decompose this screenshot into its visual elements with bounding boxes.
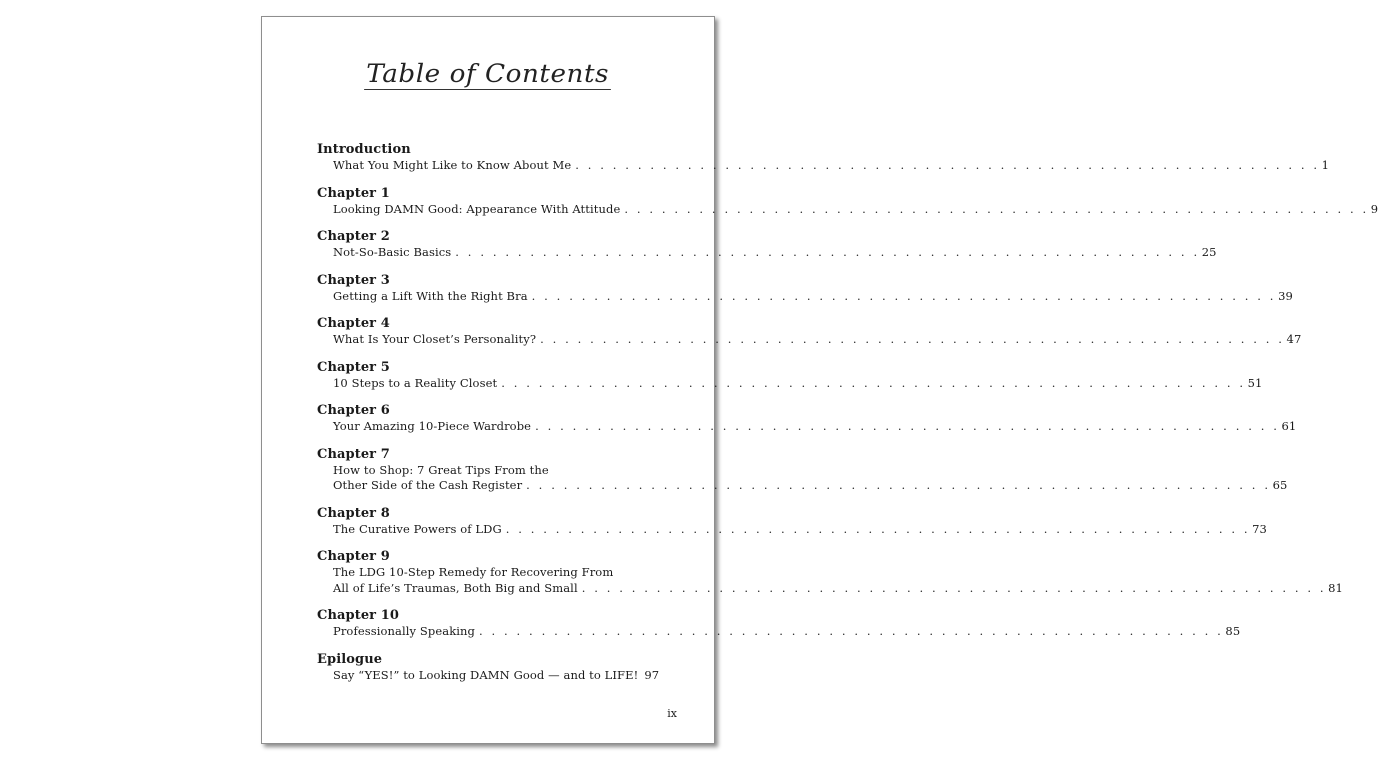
toc-chapter-heading: Chapter 4 <box>317 316 390 331</box>
toc-page-number: 73 <box>1252 521 1267 536</box>
toc-page-number: 61 <box>1281 419 1297 433</box>
toc-entry-line <box>317 580 1343 597</box>
dot-leader: . . . . . . . . . . . . . . . . . . . . . . . . . . . . . . . . . . . . . . . . . . . . . . . . . . . . . . . . . . . . <box>531 288 1277 303</box>
toc-entry-title: Professionally Speaking <box>333 624 476 638</box>
toc-page-number: 47 <box>1286 332 1302 346</box>
toc-chapter-heading: Chapter 2 <box>317 229 390 244</box>
toc-entry-title: What Is Your Closet’s Personality? <box>333 332 537 346</box>
toc-entry-title: The LDG 10-Step Remedy for Recovering From <box>333 565 614 579</box>
dot-leader: . . . . . . . . . . . . . . . . . . . . . . . . . . . . . . . . . . . . . . . . . . . . . . . . . . . . . . . . . . . . <box>575 158 1320 172</box>
toc-chapter-heading: Chapter 8 <box>317 505 390 521</box>
page-number: ix <box>667 707 677 720</box>
dot-leader: . . . . . . . . . . . . . . . . . . . . . . . . . . . . . . . . . . . . . . . . . . . . . . . . . . . . . . . . . . . . <box>624 201 1369 216</box>
page-title: Table of Contents <box>364 59 611 90</box>
toc-entry <box>317 272 1293 305</box>
toc-entry <box>317 505 1267 538</box>
toc-entry <box>317 651 660 684</box>
toc-chapter-heading: Epilogue <box>317 651 383 667</box>
toc-entry-title: How to Shop: 7 Great Tips From the <box>333 462 549 477</box>
toc-chapter-heading: Introduction <box>317 142 411 157</box>
toc-entry-line <box>317 565 652 581</box>
toc-entry <box>317 141 1330 174</box>
toc-entry-line <box>317 521 1267 538</box>
dot-leader: . . . . . . . . . . . . . . . . . . . . . . . . . . . . . . . . . . . . . . . . . . . . . . . . . . . . . . . . . . . . <box>501 375 1246 390</box>
toc-entry-title: Other Side of the Cash Register <box>333 478 523 492</box>
toc-chapter-heading: Chapter 5 <box>317 359 390 375</box>
toc-entry-title: Say “YES!” to Looking DAMN Good — and to LIFE! <box>333 667 639 682</box>
dot-leader: . . . . . . . . . . . . . . . . . . . . . . . . . . . . . . . . . . . . . . . . . . . . . . . . . . . . . . . . . . . . <box>505 521 1251 536</box>
toc-entry-line <box>317 375 1263 392</box>
toc-entry-title: The Curative Powers of LDG <box>333 521 502 536</box>
dot-leader: . . . . . . . . . . . . . . . . . . . . . . . . . . . . . . . . . . . . . . . . . . . . . . . . . . . . . . . . . . . . <box>526 478 1271 492</box>
toc-entry <box>317 548 1343 596</box>
toc-chapter-heading: Chapter 3 <box>317 272 390 288</box>
toc-page-number: 81 <box>1328 580 1343 595</box>
toc-entry-title: Looking DAMN Good: Appearance With Attitude <box>333 201 621 216</box>
toc-entry-title: Not-So-Basic Basics <box>333 245 452 259</box>
toc-entry-title: Getting a Lift With the Right Bra <box>333 288 528 303</box>
toc-entry <box>317 315 1302 348</box>
toc-entry <box>317 359 1263 392</box>
toc-page-number: 51 <box>1247 375 1263 390</box>
toc-page-number: 65 <box>1272 478 1288 492</box>
toc-entry-line <box>317 158 1330 174</box>
toc-entry-title: What You Might Like to Know About Me <box>333 158 572 172</box>
toc-chapter-heading: Chapter 1 <box>317 185 390 201</box>
toc-entry-line <box>317 463 652 479</box>
toc-chapter-heading: Chapter 6 <box>317 403 390 418</box>
toc-entry <box>317 607 1241 640</box>
toc-entry-line <box>317 332 1302 348</box>
toc-entry-line <box>317 288 1293 305</box>
toc-page-number: 39 <box>1278 288 1293 303</box>
toc-entry-line <box>317 201 1378 218</box>
toc-entry-line <box>317 419 1297 435</box>
toc-chapter-heading: Chapter 9 <box>317 549 390 564</box>
toc-page-number: 97 <box>644 667 660 682</box>
toc-entry <box>317 185 1378 218</box>
toc-entry-line <box>317 245 1217 261</box>
toc-entry-title: Your Amazing 10-Piece Wardrobe <box>333 419 532 433</box>
toc-entry-title: All of Life’s Traumas, Both Big and Small <box>333 580 578 595</box>
table-of-contents <box>317 141 1378 694</box>
dot-leader: . . . . . . . . . . . . . . . . . . . . . . . . . . . . . . . . . . . . . . . . . . . . . . . . . . . . . . . . . . . . <box>535 419 1280 433</box>
dot-leader: . . . . . . . . . . . . . . . . . . . . . . . . . . . . . . . . . . . . . . . . . . . . . . . . . . . . . . . . . . . . <box>455 245 1200 259</box>
toc-entry-title: 10 Steps to a Reality Closet <box>333 375 498 390</box>
toc-page-number: 85 <box>1225 624 1241 638</box>
dot-leader: . . . . . . . . . . . . . . . . . . . . . . . . . . . . . . . . . . . . . . . . . . . . . . . . . . . . . . . . . . . . <box>581 580 1327 595</box>
dot-leader: . . . . . . . . . . . . . . . . . . . . . . . . . . . . . . . . . . . . . . . . . . . . . . . . . . . . . . . . . . . . <box>479 624 1224 638</box>
toc-entry-line <box>317 667 660 684</box>
book-page <box>261 16 1378 744</box>
toc-page-number: 1 <box>1321 158 1330 172</box>
toc-entry-line <box>317 624 1241 640</box>
toc-chapter-heading: Chapter 7 <box>317 446 390 462</box>
toc-entry <box>317 228 1217 261</box>
toc-entry-line <box>317 478 1288 494</box>
title-wrap <box>262 59 714 90</box>
toc-page-number: 25 <box>1201 245 1217 259</box>
toc-entry <box>317 402 1297 435</box>
toc-chapter-heading: Chapter 10 <box>317 608 400 623</box>
toc-entry <box>317 446 1288 494</box>
toc-page-number: 9 <box>1370 201 1378 216</box>
dot-leader: . . . . . . . . . . . . . . . . . . . . . . . . . . . . . . . . . . . . . . . . . . . . . . . . . . . . . . . . . . . . <box>540 332 1285 346</box>
